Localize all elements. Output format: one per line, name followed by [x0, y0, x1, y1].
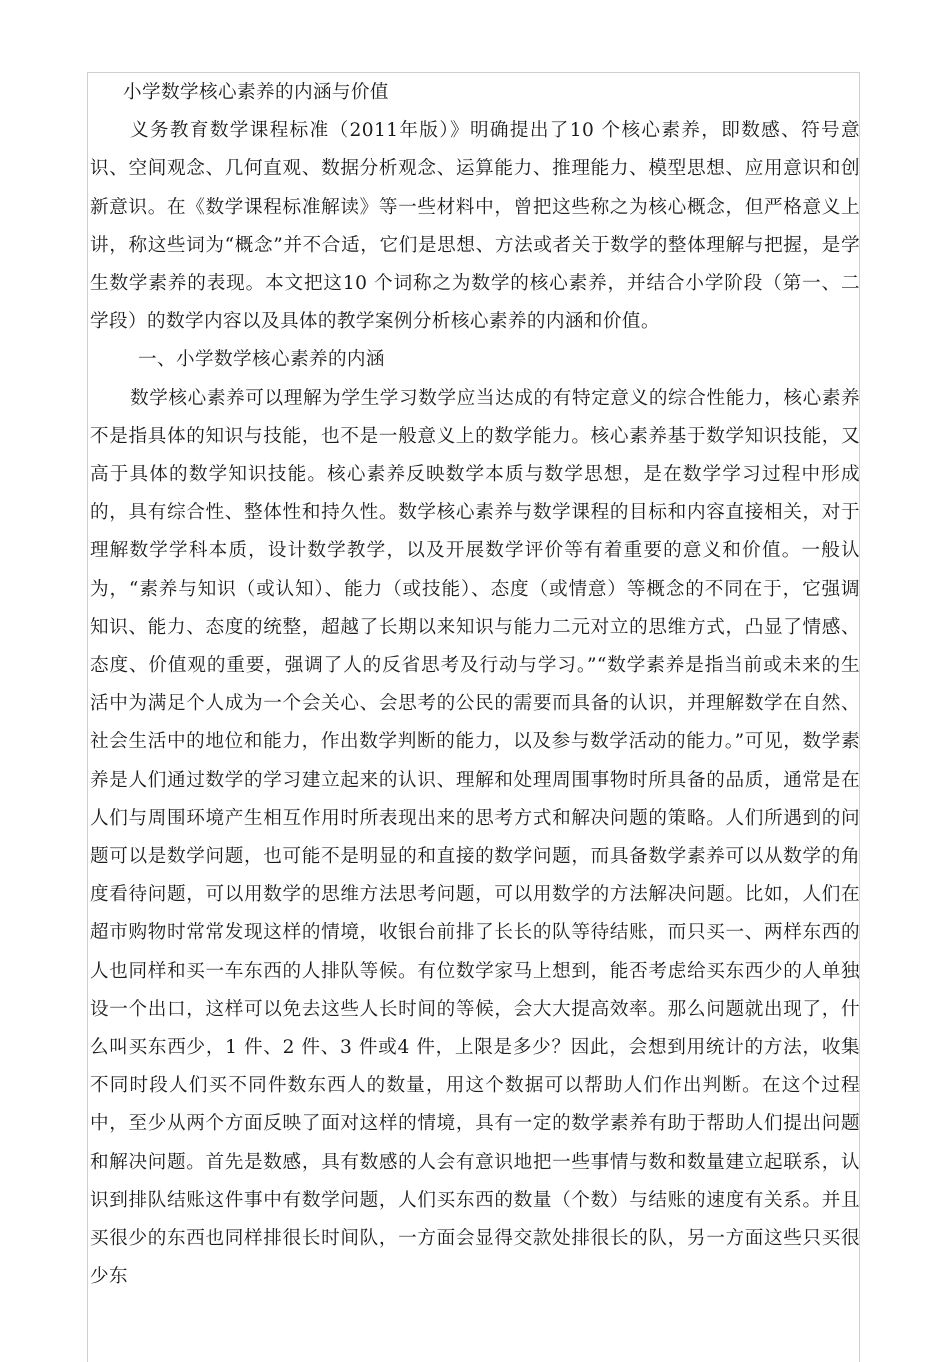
- body-paragraph: 数学核心素养可以理解为学生学习数学应当达成的有特定意义的综合性能力，核心素养不是指具体的知识与技能，也不是一般意义上的数学能力。核心素养基于数学知识技能，又高于具体的数学知识技能。核心素养反映数学本质与数学思想，是在数学学习过程中形成的，具有综合性、整体性和持久性。数学核心素养与数学课程的目标和内容直接相关，对于理解数学学科本质，设计数学教学，以及开展数学评价等有着重要的意义和价值。一般认为，“素养与知识（或认知）、能力（或技能）、态度（或情意）等概念的不同在于，它强调知识、能力、态度的统整，超越了长期以来知识与能力二元对立的思维方式，凸显了情感、态度、价值观的重要，强调了人的反省思考及行动与学习。”“数学素养是指当前或未来的生活中为满足个人成为一个会关心、会思考的公民的需要而具备的认识，并理解数学在自然、社会生活中的地位和能力，作出数学判断的能力，以及参与数学活动的能力。”可见，数学素养是人们通过数学的学习建立起来的认识、理解和处理周围事物时所具备的品质，通常是在人们与周围环境产生相互作用时所表现出来的思考方式和解决问题的策略。人们所遇到的问题可以是数学问题，也可能不是明显的和直接的数学问题，而具备数学素养可以从数学的角度看待问题，可以用数学的思维方法思考问题，可以用数学的方法解决问题。比如，人们在超市购物时常常发现这样的情境，收银台前排了长长的队等待结账，而只买一、两样东西的人也同样和买一车东西的人排队等候。有位数学家马上想到，能否考虑给买东西少的人单独设一个出口，这样可以免去这些人长时间的等候，会大大提高效率。那么问题就出现了，什么叫买东西少，1 件、2 件、3 件或4 件，上限是多少？因此，会想到用统计的方法，收集不同时段人们买不同件数东西人的数量，用这个数据可以帮助人们作出判断。在这个过程中，至少从两个方面反映了面对这样的情境，具有一定的数学素养有助于帮助人们提出问题和解决问题。首先是数感，具有数感的人会有意识地把一些事情与数和数量建立起联系，认识到排队结账这件事中有数学问题，人们买东西的数量（个数）与结账的速度有关系。并且买很少的东西也同样排很长时间队，一方面会显得交款处排很长的队，另一方面这些只买很少东: [90, 387, 860, 1288]
- section-heading: 一、小学数学核心素养的内涵: [138, 349, 385, 371]
- document-body: [90, 74, 860, 1297]
- intro-paragraph: 义务教育数学课程标准（2011年版）》明确提出了10 个核心素养，即数感、符号意识、空间观念、几何直观、数据分析观念、运算能力、推理能力、模型思想、应用意识和创新意识。在《数学课程标准解读》等一些材料中，曾把这些称之为核心概念，但严格意义上讲，称这些词为“概念”并不合适，它们是思想、方法或者关于数学的整体理解与把握，是学生数学素养的表现。本文把这10 个词称之为数学的核心素养，并结合小学阶段（第一、二学段）的数学内容以及具体的教学案例分析核心素养的内涵和价值。: [90, 120, 860, 333]
- document-title: 小学数学核心素养的内涵与价值: [123, 82, 389, 103]
